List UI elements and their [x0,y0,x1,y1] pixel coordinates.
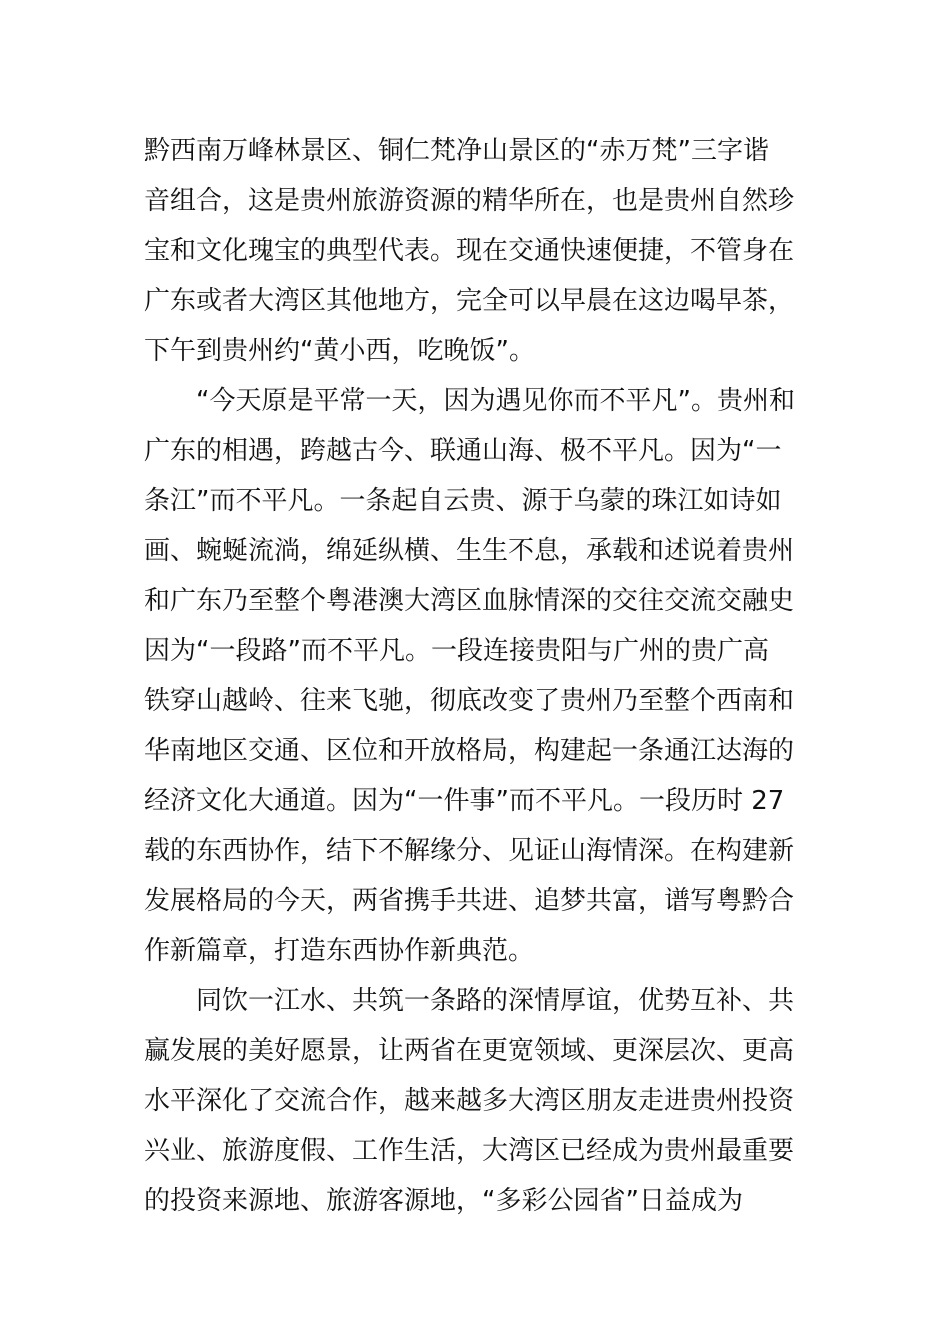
text-line: 赢发展的美好愿景，让两省在更宽领域、更深层次、更高 [144,1036,795,1066]
text-line: 条江”而不平凡。一条起自云贵、源于乌蒙的珠江如诗如 [144,486,782,516]
text-line: 广东或者大湾区其他地方，完全可以早晨在这边喝早茶， [144,286,795,316]
body-text [144,126,810,1226]
text-line: 作新篇章，打造东西协作新典范。 [144,936,535,966]
text-line: 音组合，这是贵州旅游资源的精华所在，也是贵州自然珍 [144,186,795,216]
text-line: 和广东乃至整个粤港澳大湾区血脉情深的交往交流交融史 [144,586,795,616]
text-line: 同饮一江水、共筑一条路的深情厚谊，优势互补、共 [196,986,795,1016]
text-line: 兴业、旅游度假、工作生活，大湾区已经成为贵州最重要 [144,1136,795,1166]
text-line: 载的东西协作，结下不解缘分、见证山海情深。在构建新 [144,836,795,866]
text-line: 水平深化了交流合作，越来越多大湾区朋友走进贵州投资 [144,1086,795,1116]
text-line: 发展格局的今天，两省携手共进、追梦共富，谱写粤黔合 [144,886,795,916]
text-line: 宝和文化瑰宝的典型代表。现在交通快速便捷，不管身在 [144,236,795,266]
text-line: 铁穿山越岭、往来飞驰，彻底改变了贵州乃至整个西南和 [144,686,795,716]
text-line: 黔西南万峰林景区、铜仁梵净山景区的“赤万梵”三字谐 [144,136,769,166]
text-line: 因为“一段路”而不平凡。一段连接贵阳与广州的贵广高 [144,636,769,666]
text-line: 下午到贵州约“黄小西，吃晚饭”。 [144,336,535,366]
paragraph-3 [144,976,810,1226]
text-line: 华南地区交通、区位和开放格局，构建起一条通江达海的 [144,736,795,766]
text-line: 经济文化大通道。因为“一件事”而不平凡。一段历时 27 [144,786,785,816]
text-line: 的投资来源地、旅游客源地，“多彩公园省”日益成为 [144,1186,743,1216]
text-line: “今天原是平常一天，因为遇见你而不平凡”。贵州和 [196,386,795,416]
paragraph-2 [144,376,810,976]
paragraph-1 [144,126,810,376]
text-line: 画、蜿蜒流淌，绵延纵横、生生不息，承载和述说着贵州 [144,536,795,566]
text-line: 广东的相遇，跨越古今、联通山海、极不平凡。因为“一 [144,436,782,466]
